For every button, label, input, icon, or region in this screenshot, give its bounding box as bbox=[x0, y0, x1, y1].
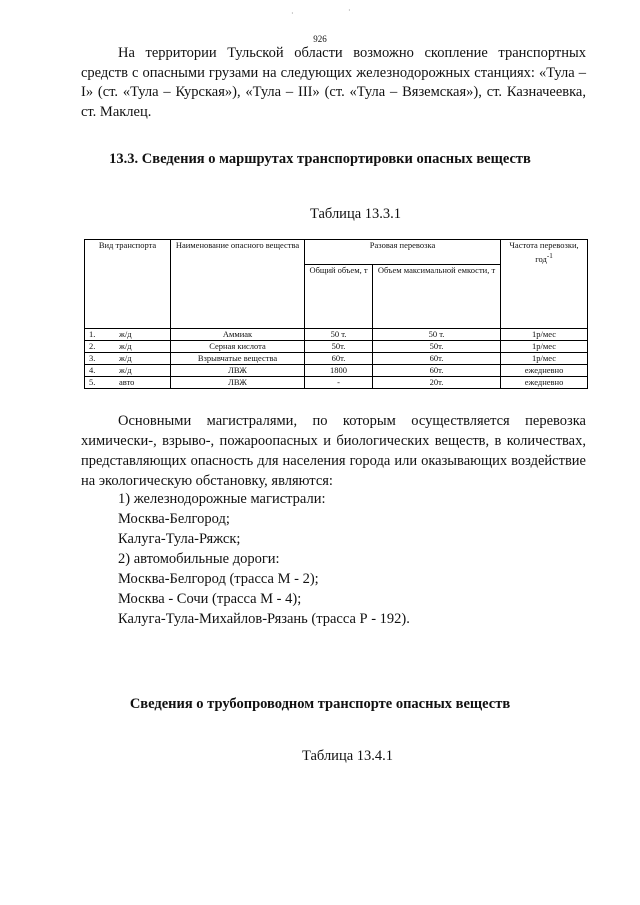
header-frequency-text: Частота перевозки, год bbox=[509, 240, 579, 264]
main-text: Основными магистралями, по которым осуществляется перевозка химически-, взрыво-, пожароопасных и биологических веществ, в количествах, представляющих опасность для населения города или оказывающих воздействие на экологическую обстановку, являются: bbox=[81, 413, 586, 489]
cell-transport bbox=[85, 365, 171, 377]
cell-frequency: 1р/мес bbox=[501, 341, 588, 353]
table-row bbox=[85, 341, 588, 353]
row-transport: ж/д bbox=[119, 341, 132, 351]
header-transport: Вид транспорта bbox=[85, 240, 171, 329]
cell-transport bbox=[85, 353, 171, 365]
cell-max: 50т. bbox=[373, 341, 501, 353]
cell-total: - bbox=[305, 377, 373, 389]
cell-total: 60т. bbox=[305, 353, 373, 365]
cell-total: 50 т. bbox=[305, 329, 373, 341]
table-row bbox=[85, 329, 588, 341]
cell-transport bbox=[85, 341, 171, 353]
row-number: 1. bbox=[89, 329, 96, 339]
transport-table bbox=[84, 239, 588, 389]
table1-caption: Таблица 13.3.1 bbox=[310, 206, 402, 222]
table2-caption: Таблица 13.4.1 bbox=[302, 748, 394, 764]
header-frequency-sup: -1 bbox=[546, 252, 553, 260]
table-row bbox=[85, 353, 588, 365]
row-number: 5. bbox=[89, 377, 96, 387]
page-number: 926 bbox=[313, 34, 327, 44]
cell-substance: Аммиак bbox=[171, 329, 305, 341]
cell-substance: Взрывчатые вещества bbox=[171, 353, 305, 365]
cell-substance: Серная кислота bbox=[171, 341, 305, 353]
row-number: 2. bbox=[89, 341, 96, 351]
row-transport: ж/д bbox=[119, 329, 132, 339]
header-single: Разовая перевозка bbox=[305, 240, 501, 265]
route-line: Москва-Белгород; bbox=[118, 511, 230, 527]
route-line: Москва-Белгород (трасса М - 2); bbox=[118, 571, 319, 587]
intro-text: На территории Тульской области возможно скопление транспортных средств с опасными грузами на следующих железнодорожных станциях: «Тула – I» (ст. «Тула – Курская»), «Тула – III» (ст. «Тула – Вяземская»), ст. Казначеевка, ст. Маклец. bbox=[81, 45, 586, 120]
cell-frequency: ежедневно bbox=[501, 377, 588, 389]
cell-max: 60т. bbox=[373, 353, 501, 365]
table-header-row bbox=[85, 240, 588, 265]
route-line: 2) автомобильные дороги: bbox=[118, 551, 280, 567]
cell-frequency: ежедневно bbox=[501, 365, 588, 377]
cell-total: 50т. bbox=[305, 341, 373, 353]
cell-substance: ЛВЖ bbox=[171, 365, 305, 377]
cell-max: 50 т. bbox=[373, 329, 501, 341]
cell-max: 60т. bbox=[373, 365, 501, 377]
main-paragraph bbox=[81, 411, 586, 491]
scan-speck: · bbox=[291, 9, 294, 18]
route-line: 1) железнодорожные магистрали: bbox=[118, 491, 326, 507]
cell-total: 1800 bbox=[305, 365, 373, 377]
table-row bbox=[85, 365, 588, 377]
pipeline-heading: Сведения о трубопроводном транспорте опасных веществ bbox=[129, 696, 511, 712]
header-max-capacity: Объем максимальной емкости, т bbox=[373, 265, 501, 329]
scan-speck: · bbox=[348, 6, 351, 15]
route-line: Калуга-Тула-Михайлов-Рязань (трасса Р - 192). bbox=[118, 611, 410, 627]
header-frequency bbox=[501, 240, 588, 329]
cell-frequency: 1р/мес bbox=[501, 353, 588, 365]
section-heading: 13.3. Сведения о маршрутах транспортировки опасных веществ bbox=[109, 151, 531, 167]
cell-transport bbox=[85, 377, 171, 389]
row-number: 4. bbox=[89, 365, 96, 375]
cell-substance: ЛВЖ bbox=[171, 377, 305, 389]
row-transport: ж/д bbox=[119, 353, 132, 363]
table-row bbox=[85, 377, 588, 389]
header-substance: Наименование опасного вещества bbox=[171, 240, 305, 329]
header-total: Общий объем, т bbox=[305, 265, 373, 329]
route-line: Москва - Сочи (трасса М - 4); bbox=[118, 591, 302, 607]
intro-paragraph bbox=[81, 44, 586, 122]
cell-transport bbox=[85, 329, 171, 341]
route-line: Калуга-Тула-Ряжск; bbox=[118, 531, 241, 547]
row-transport: ж/д bbox=[119, 365, 132, 375]
cell-frequency: 1р/мес bbox=[501, 329, 588, 341]
row-number: 3. bbox=[89, 353, 96, 363]
cell-max: 20т. bbox=[373, 377, 501, 389]
row-transport: авто bbox=[119, 377, 135, 387]
